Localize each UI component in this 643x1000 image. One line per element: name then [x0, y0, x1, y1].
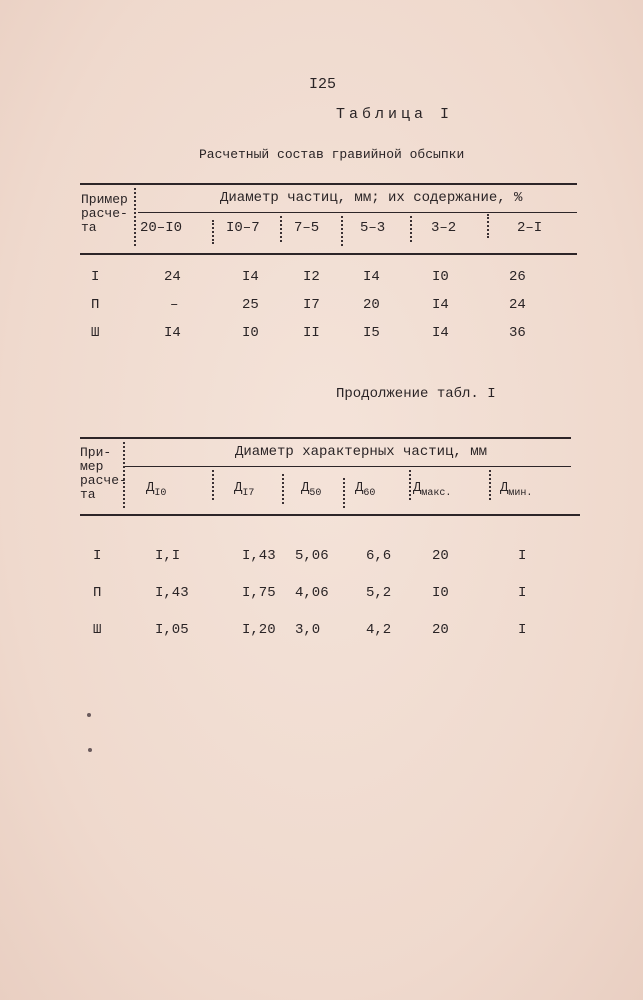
table-1-col-header: 3–2	[431, 220, 457, 236]
table-2-row-header-line-2: мер	[80, 459, 104, 474]
table-2-col-header: $Д_{макс.}$	[413, 480, 452, 499]
table-2-col-header: $Д_{I0}$	[146, 480, 167, 499]
table-2-cell: I,43	[242, 548, 276, 564]
table-1-row-label: I	[91, 269, 100, 285]
table-2-cell: 5,2	[366, 585, 392, 601]
table-1-cell: I4	[363, 269, 380, 285]
table-2-row-header-line-3: расче-	[80, 473, 127, 488]
table-1-group-header: Диаметр частиц, мм; их содержание, %	[220, 190, 523, 206]
table-1-header-mid-rule	[138, 212, 577, 213]
table-1-row-label: Ш	[91, 325, 100, 341]
table-1-col-header: 5–3	[360, 220, 386, 236]
table-1-cell: I2	[303, 269, 320, 285]
table-1-cell: 36	[509, 325, 526, 341]
table-1-separator	[410, 216, 412, 242]
table-2-separator	[123, 442, 125, 508]
table-2-cell: I,I	[155, 548, 181, 564]
table-1-cell: I4	[432, 297, 449, 313]
table-1-cell: 24	[509, 297, 526, 313]
table-2-header-bottom-rule	[80, 514, 580, 516]
table-1-cell: I4	[432, 325, 449, 341]
table-1-col-header: 2–I	[517, 220, 543, 236]
table-1-cell: I4	[242, 269, 259, 285]
table-2-cell: I	[518, 585, 527, 601]
table-2-separator	[409, 470, 411, 500]
table-2-row-label: П	[93, 585, 102, 601]
table-2-cell: I	[518, 622, 527, 638]
table-2-cell: 20	[432, 548, 449, 564]
table-2-cell: 6,6	[366, 548, 392, 564]
table-1-cell: I5	[363, 325, 380, 341]
table-1-cell: I4	[164, 325, 181, 341]
table-1-col-header: 20–I0	[140, 220, 183, 236]
table-2-separator	[489, 470, 491, 500]
table-1-row-header-line-3: та	[81, 220, 97, 235]
continuation-title: Продолжение табл. I	[336, 386, 496, 402]
table-1-row-label: П	[91, 297, 100, 313]
table-2-cell: 5,06	[295, 548, 329, 564]
table-1-cell: 20	[363, 297, 380, 313]
print-speck	[87, 713, 91, 717]
table-1-separator	[212, 220, 214, 244]
table-1-cell: –	[170, 297, 179, 313]
table-2-row-header-line-4: та	[80, 487, 96, 502]
table-1-col-header: I0–7	[226, 220, 260, 236]
table-caption: Расчетный состав гравийной обсыпки	[199, 147, 465, 162]
table-2-cell: 4,2	[366, 622, 392, 638]
table-title: Таблица I	[336, 106, 454, 123]
table-2-col-header: $Д_{мин.}$	[500, 480, 533, 499]
table-2-col-header: $Д_{50}$	[301, 480, 322, 499]
table-1-cell: 24	[164, 269, 181, 285]
table-1-cell: II	[303, 325, 320, 341]
table-1-row-header-line-1: Пример	[81, 192, 128, 207]
table-1-cell: 26	[509, 269, 526, 285]
table-2-top-rule	[80, 437, 571, 439]
table-1-separator	[134, 188, 136, 246]
table-1-header-bottom-rule	[80, 253, 577, 255]
table-2-row-header-line-1: При-	[80, 445, 112, 460]
table-2-cell: 20	[432, 622, 449, 638]
table-2-cell: I0	[432, 585, 449, 601]
table-2-row-label: I	[93, 548, 102, 564]
table-2-separator	[343, 478, 345, 508]
table-2-cell: I,75	[242, 585, 276, 601]
table-2-cell: I	[518, 548, 527, 564]
table-2-cell: I,43	[155, 585, 189, 601]
table-2-row-label: Ш	[93, 622, 102, 638]
table-1-cell: I7	[303, 297, 320, 313]
print-speck	[88, 748, 92, 752]
table-2-col-header: $Д_{60}$	[355, 480, 376, 499]
table-2-cell: I,20	[242, 622, 276, 638]
table-1-separator	[487, 214, 489, 238]
table-1-row-header-line-2: расче-	[81, 206, 128, 221]
table-2-cell: 3,0	[295, 622, 321, 638]
table-2-separator	[282, 474, 284, 504]
table-2-separator	[212, 470, 214, 500]
table-2-col-header: $Д_{I7}$	[234, 480, 255, 499]
table-1-top-rule	[80, 183, 577, 185]
table-2-cell: I,05	[155, 622, 189, 638]
table-2-group-header: Диаметр характерных частиц, мм	[235, 444, 488, 460]
page-number: I25	[309, 76, 337, 93]
table-1-cell: I0	[242, 325, 259, 341]
table-1-separator	[341, 216, 343, 246]
table-2-header-mid-rule	[124, 466, 571, 467]
table-1-cell: 25	[242, 297, 259, 313]
table-1-separator	[280, 216, 282, 242]
table-1-cell: I0	[432, 269, 449, 285]
table-2-cell: 4,06	[295, 585, 329, 601]
table-1-col-header: 7–5	[294, 220, 320, 236]
